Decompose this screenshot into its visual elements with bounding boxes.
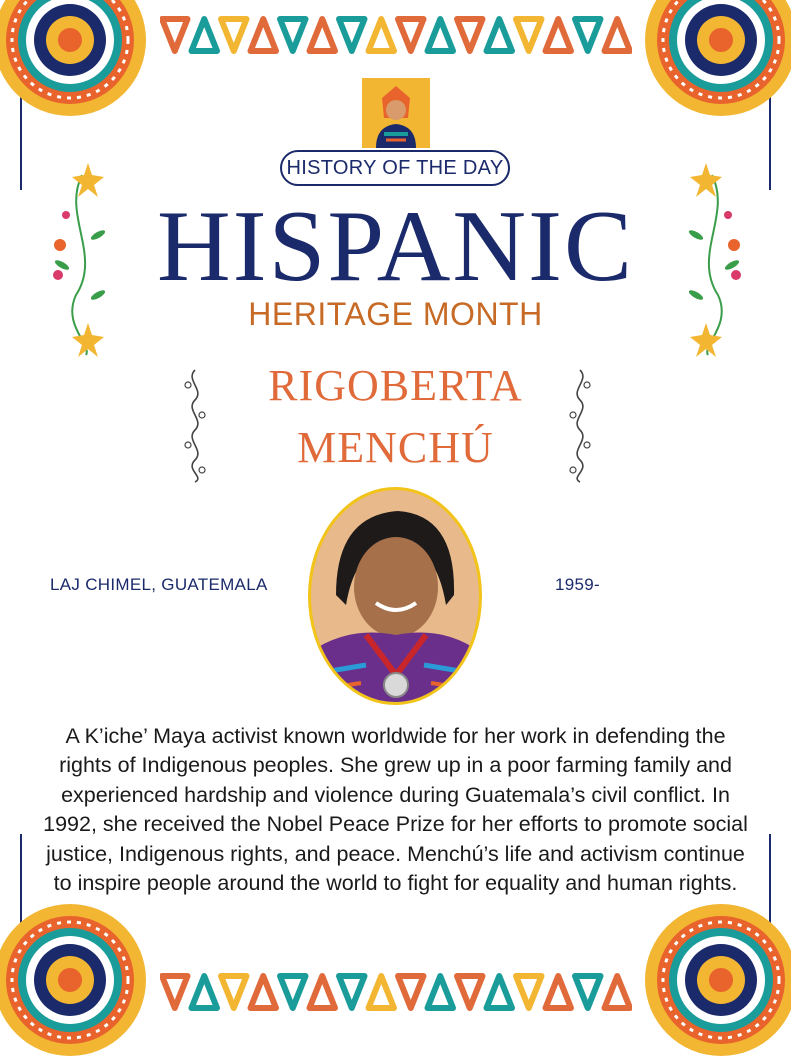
border-triangle — [310, 19, 336, 51]
border-triangle — [457, 976, 483, 1008]
border-triangle — [280, 976, 306, 1008]
border-triangle — [605, 976, 631, 1008]
border-triangle — [310, 976, 336, 1008]
border-triangle — [516, 976, 542, 1008]
years: 1959- — [555, 575, 600, 594]
border-triangle — [339, 19, 365, 51]
border-triangle — [546, 19, 572, 51]
border-triangle — [575, 19, 601, 51]
border-triangle — [339, 976, 365, 1008]
mandala-icon — [0, 0, 150, 120]
border-triangle — [369, 19, 395, 51]
border-triangle — [398, 976, 424, 1008]
history-of-the-day-tag: HISTORY OF THE DAY — [280, 150, 510, 186]
border-triangle — [280, 19, 306, 51]
border-triangle — [428, 19, 454, 51]
border-triangle — [162, 976, 188, 1008]
triangle-border-bottom — [160, 972, 632, 1012]
border-triangle — [605, 19, 631, 51]
portrait-image — [306, 485, 484, 707]
border-triangle — [398, 19, 424, 51]
mandala-icon — [641, 900, 791, 1060]
border-triangle — [428, 976, 454, 1008]
mandala-icon — [0, 900, 150, 1060]
border-triangle — [221, 976, 247, 1008]
page-title: HISPANIC — [156, 190, 635, 303]
triangle-border-top — [160, 15, 632, 55]
border-triangle — [457, 19, 483, 51]
person-name-line2: MENCHÚ — [297, 423, 494, 472]
border-triangle — [251, 976, 277, 1008]
page-subtitle: HERITAGE MONTH — [248, 296, 543, 332]
border-triangle — [221, 19, 247, 51]
person-name-line1: RIGOBERTA — [268, 361, 523, 410]
border-triangle — [546, 976, 572, 1008]
border-triangle — [369, 976, 395, 1008]
border-triangle — [251, 19, 277, 51]
border-triangle — [487, 976, 513, 1008]
maya-woman-icon — [362, 78, 430, 148]
border-triangle — [192, 976, 218, 1008]
border-triangle — [487, 19, 513, 51]
border-triangle — [516, 19, 542, 51]
mandala-icon — [641, 0, 791, 120]
biography-text: A K’iche’ Maya activist known worldwide for her work in defending the rights of Indigenous peoples. She grew up in a poor farming family and experienced hardship and violence during Guatemala’s civil conflict. In 1992, she received the Nobel Peace Prize for her efforts to promote social justice, Indigenous rights, and peace. Menchú’s life and activism continue to inspire people around the world to fight for equality and human rights. — [43, 724, 748, 896]
border-triangle — [575, 976, 601, 1008]
border-triangle — [162, 19, 188, 51]
birthplace: LAJ CHIMEL, GUATEMALA — [50, 575, 268, 594]
border-triangle — [192, 19, 218, 51]
